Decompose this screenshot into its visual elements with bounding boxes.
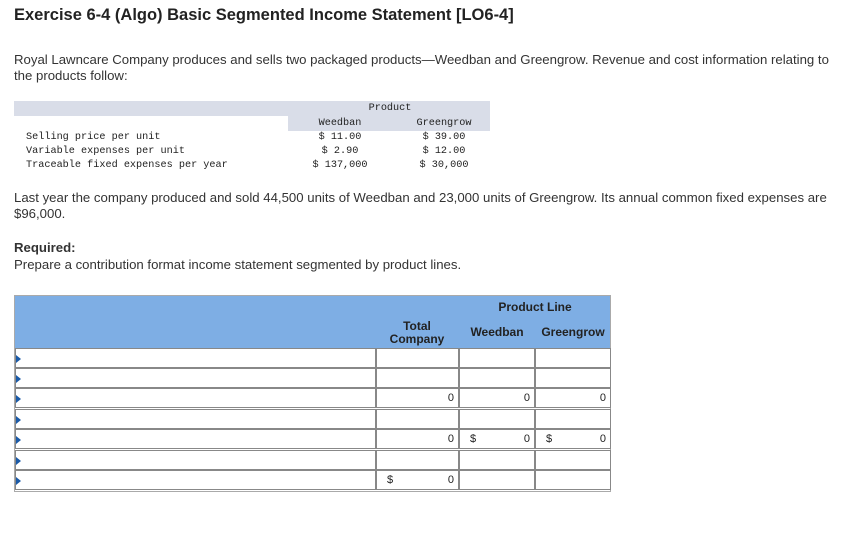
cell-value: 0 xyxy=(599,392,606,404)
cell-value: 0 xyxy=(599,433,606,445)
row-1-total-input[interactable] xyxy=(376,348,459,368)
dollar-sign: $ xyxy=(546,433,553,445)
cell-value: 0 xyxy=(447,392,454,404)
greengrow-selling-price: $ 39.00 xyxy=(422,132,466,143)
row-5-greengrow-input[interactable] xyxy=(535,429,611,449)
row-6-greengrow-input[interactable] xyxy=(535,450,611,470)
required-text: Prepare a contribution format income statement segmented by product lines. xyxy=(14,257,462,272)
total-company-header: Total Company xyxy=(389,319,445,346)
product-info-table xyxy=(14,101,490,174)
weedban-variable-expenses: $ 2.90 xyxy=(321,146,359,157)
variable-expenses-label: Variable expenses per unit xyxy=(26,146,185,157)
dollar-sign: $ xyxy=(470,433,477,445)
weedban-traceable-fixed: $ 137,000 xyxy=(312,160,368,171)
selling-price-label: Selling price per unit xyxy=(26,132,161,143)
row-marker-icon xyxy=(16,375,21,383)
greengrow-column-header: Greengrow xyxy=(416,118,472,129)
row-4-greengrow-input[interactable] xyxy=(535,409,611,429)
row-7-total-input[interactable] xyxy=(376,470,459,490)
row-2-weedban-input[interactable] xyxy=(459,368,535,388)
row-3-total-input[interactable] xyxy=(376,388,459,408)
greengrow-traceable-fixed: $ 30,000 xyxy=(419,160,469,171)
row-marker-icon xyxy=(16,477,21,485)
row-marker-icon xyxy=(16,355,21,363)
cell-value: 0 xyxy=(447,433,454,445)
row-4-label-input[interactable] xyxy=(15,409,376,429)
row-3-label-input[interactable] xyxy=(15,388,376,408)
row-2-total-input[interactable] xyxy=(376,368,459,388)
row-2-label-input[interactable] xyxy=(15,368,376,388)
row-5-total-input[interactable] xyxy=(376,429,459,449)
row-4-total-input[interactable] xyxy=(376,409,459,429)
row-7-weedban-input[interactable] xyxy=(459,470,535,490)
cell-value: 0 xyxy=(447,474,454,486)
exercise-title: Exercise 6-4 (Algo) Basic Segmented Income Statement [LO6-4] xyxy=(14,6,514,24)
weedban-header: Weedban xyxy=(470,325,524,339)
row-marker-icon xyxy=(16,436,21,444)
dollar-sign: $ xyxy=(387,474,394,486)
row-3-greengrow-input[interactable] xyxy=(535,388,611,408)
row-1-weedban-input[interactable] xyxy=(459,348,535,368)
traceable-fixed-label: Traceable fixed expenses per year xyxy=(26,160,228,171)
product-line-header: Product Line xyxy=(498,300,572,314)
row-5-weedban-input[interactable] xyxy=(459,429,535,449)
row-5-label-input[interactable] xyxy=(15,429,376,449)
units-paragraph: Last year the company produced and sold 44,500 units of Weedban and 23,000 units of Greengrow. Its annual common fixed expenses are $96,000. xyxy=(14,190,827,221)
row-2-greengrow-input[interactable] xyxy=(535,368,611,388)
row-4-weedban-input[interactable] xyxy=(459,409,535,429)
row-6-label-input[interactable] xyxy=(15,450,376,470)
row-marker-icon xyxy=(16,416,21,424)
required-heading: Required: xyxy=(14,240,76,255)
cell-value: 0 xyxy=(523,392,530,404)
row-6-weedban-input[interactable] xyxy=(459,450,535,470)
row-7-label-input[interactable] xyxy=(15,470,376,490)
row-3-weedban-input[interactable] xyxy=(459,388,535,408)
greengrow-header: Greengrow xyxy=(541,325,605,339)
greengrow-variable-expenses: $ 12.00 xyxy=(422,146,466,157)
row-1-greengrow-input[interactable] xyxy=(535,348,611,368)
row-marker-icon xyxy=(16,395,21,403)
weedban-selling-price: $ 11.00 xyxy=(318,132,362,143)
cell-value: 0 xyxy=(523,433,530,445)
row-marker-icon xyxy=(16,457,21,465)
income-statement-grid xyxy=(14,295,611,492)
row-1-label-input[interactable] xyxy=(15,348,376,368)
intro-paragraph: Royal Lawncare Company produces and sells two packaged products—Weedban and Greengrow. Revenue and cost information relating to the products follow: xyxy=(14,52,829,83)
weedban-column-header: Weedban xyxy=(318,118,362,129)
row-7-greengrow-input[interactable] xyxy=(535,470,611,490)
row-6-total-input[interactable] xyxy=(376,450,459,470)
product-header: Product xyxy=(368,103,412,114)
